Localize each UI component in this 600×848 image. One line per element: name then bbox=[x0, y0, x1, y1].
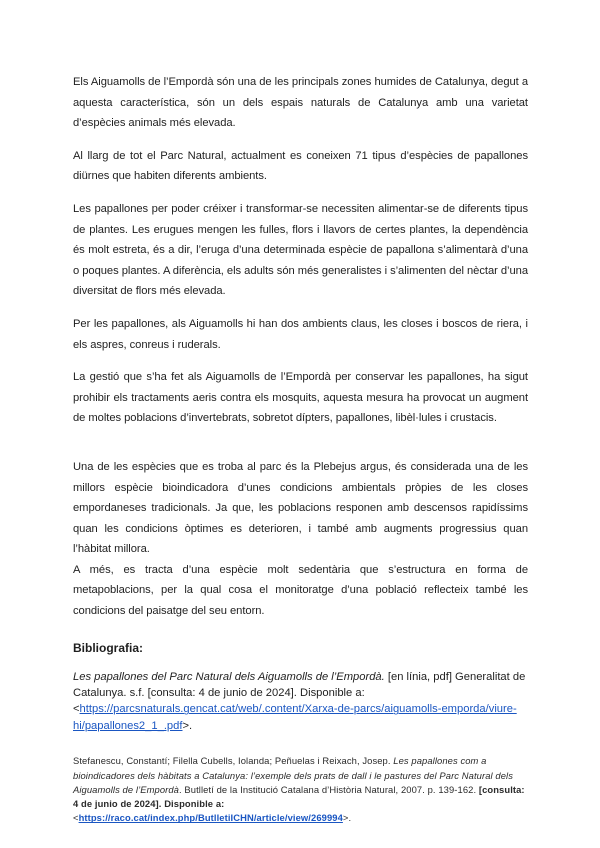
ref2-authors: Stefanescu, Constantí; Filella Cubells, Iolanda; Peñuelas i Reixach, Josep. bbox=[73, 755, 394, 767]
paragraph-metapopulations: A més, es tracta d’una espècie molt sedentària que s’estructura en forma de metapoblacions, per la qual cosa el monitoratge d’una població reflecteix també les condicions del paisatge del seu entorn. bbox=[73, 563, 528, 618]
bibliography-heading: Bibliografia: bbox=[73, 640, 144, 655]
paragraph-plebejus-argus: Una de les espècies que es troba al parc és la Plebejus argus, és considerada una de les millors espècie bioindicadora d’unes condicions ambientals pròpies de les closes empordaneses tradicionals. Ja que, les poblacions responen amb descensos rapidíssims quan les condicions òptimes es deterioren, i també amb augments progressius quan l’hàbitat millora. bbox=[73, 460, 528, 556]
ref2-journal: . Butlletí de la Institució Catalana d’Història Natural, 2007. p. 139-162. bbox=[179, 783, 479, 795]
ref2-link[interactable]: https://raco.cat/index.php/ButlletiICHN/article/view/269994 bbox=[78, 812, 343, 824]
paragraph-habitats: Per les papallones, als Aiguamolls hi han dos ambients claus, les closes i boscos de riera, i els aspres, conreus i ruderals. bbox=[73, 317, 528, 351]
ref1-title: Les papallones del Parc Natural dels Aiguamolls de l’Empordà. bbox=[73, 670, 385, 683]
bibliography-entry-2 bbox=[73, 754, 528, 825]
ref2-open: < bbox=[73, 812, 79, 824]
ref2-consulta: [consulta: 4 de junio de 2024]. Disponible a: bbox=[73, 783, 525, 810]
bibliography-entry-1 bbox=[73, 669, 528, 735]
paragraph-management: La gestió que s’ha fet als Aiguamolls de l’Empordà per conservar les papallones, ha sigut prohibir els tractaments aeris contra els mosquits, aquesta mesura ha provocat un augment de moltes poblacions d’invertebrats, sobretot dípters, papallones, libèl·lules i crustacis. bbox=[73, 371, 528, 425]
paragraph-feeding: Les papallones per poder créixer i transformar-se necessiten alimentar-se de diferents tipus de plantes. Les erugues mengen les fulles, flors i llavors de certes plantes, la dependència és molt estreta, és a dir, l’eruga d’una determinada espècie de papallona s’alimentarà d’una o poques plantes. A diferència, els adults són més generalistes i s’alimenten del nèctar d’una diversitat de flors més elevada. bbox=[73, 202, 528, 298]
ref2-title: Les papallones com a bioindicadores dels hàbitats a Catalunya: l’exemple dels prats de dall i le pastures del Parc Natural dels Aiguamolls de l’Empordà bbox=[73, 755, 514, 795]
paragraph-intro: Els Aiguamolls de l’Empordà són una de les principals zones humides de Catalunya, degut a aquesta característica, són un dels espais naturals de Catalunya amb una varietat d’espècies animals més elevada. bbox=[73, 76, 528, 130]
ref2-close: >. bbox=[342, 812, 352, 824]
document-page bbox=[73, 72, 528, 826]
ref1-details: [en línia, pdf] Generalitat de Catalunya. s.f. [consulta: 4 de junio de 2024]. Disponible a: < bbox=[73, 670, 526, 716]
ref1-close: >. bbox=[182, 719, 193, 732]
paragraph-species-count: Al llarg de tot el Parc Natural, actualment es coneixen 71 tipus d’espècies de papallones diürnes que habiten diferents ambients. bbox=[73, 149, 528, 183]
ref1-link[interactable]: https://parcsnaturals.gencat.cat/web/.content/Xarxa-de-parcs/aiguamolls-emporda/viure-hi/papallones2_1_.pdf bbox=[73, 703, 517, 732]
